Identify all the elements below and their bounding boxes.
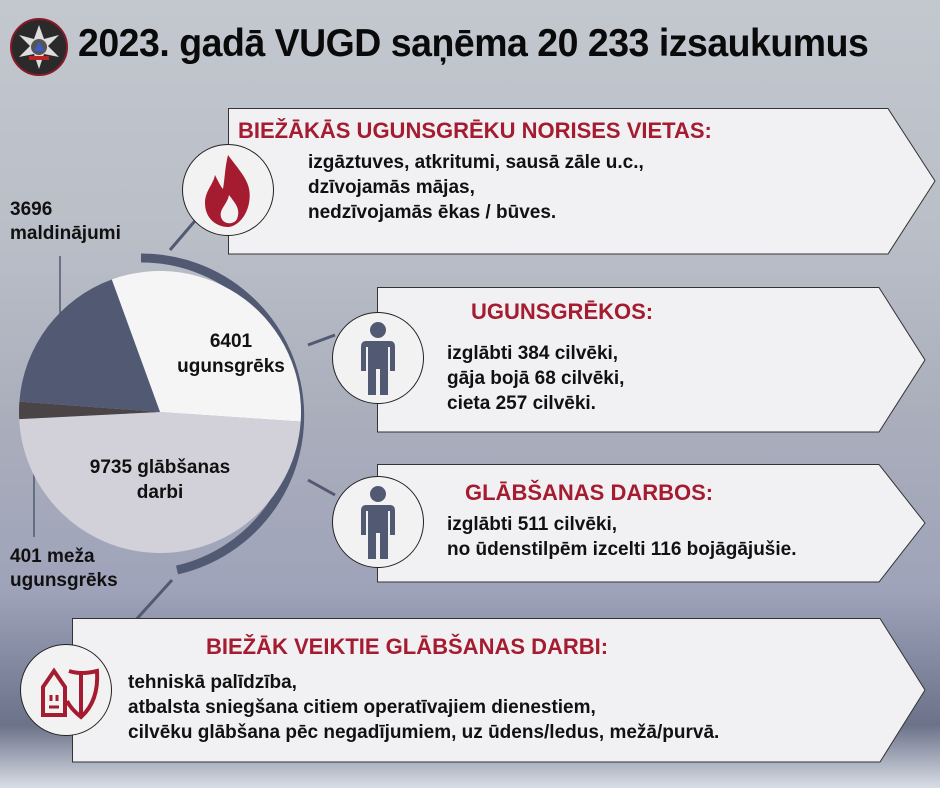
connector-line	[308, 480, 335, 495]
slice-label-forest-fires: 401 meža ugunsgrēks	[10, 546, 118, 591]
panel-text: izglābti 511 cilvēki, no ūdenstilpēm izcelti 116 bojāgājušie.	[447, 514, 797, 560]
slice-label-fires: 6401 ugunsgrēks	[177, 331, 285, 377]
page-title: 2023. gadā VUGD saņēma 20 233 izsaukumus	[78, 22, 869, 65]
panel-title: BIEŽĀK VEIKTIE GLĀBŠANAS DARBI:	[206, 634, 609, 659]
panel-title: BIEŽĀKĀS UGUNSGRĒKU NORISES VIETAS:	[238, 118, 712, 143]
panel-title: UGUNSGRĒKOS:	[471, 299, 654, 324]
slice-label-rescue: 9735 glābšanas darbi	[89, 457, 231, 503]
connector-line	[308, 335, 335, 345]
pie-chart	[19, 271, 301, 553]
person-icon	[332, 312, 424, 404]
panel-title: GLĀBŠANAS DARBOS:	[465, 480, 714, 505]
panel-text: izgāztuves, atkritumi, sausā zāle u.c., dzīvojamās mājas, nedzīvojamās ēkas / būves.	[308, 152, 644, 223]
panel-text: izglābti 384 cilvēki, gāja bojā 68 cilvēki, cieta 257 cilvēki.	[447, 343, 625, 414]
fire-icon	[182, 144, 274, 236]
slice-label-false-alarms: 3696 maldinājumi	[10, 199, 121, 244]
panel-text: tehniskā palīdzība, atbalsta sniegšana citiem operatīvajiem dienestiem, cilvēku glābšana pēc negadījumiem, uz ūdens/ledus, mežā/purvā.	[128, 672, 720, 743]
rescue-shield-icon	[20, 644, 112, 736]
person-icon	[332, 476, 424, 568]
